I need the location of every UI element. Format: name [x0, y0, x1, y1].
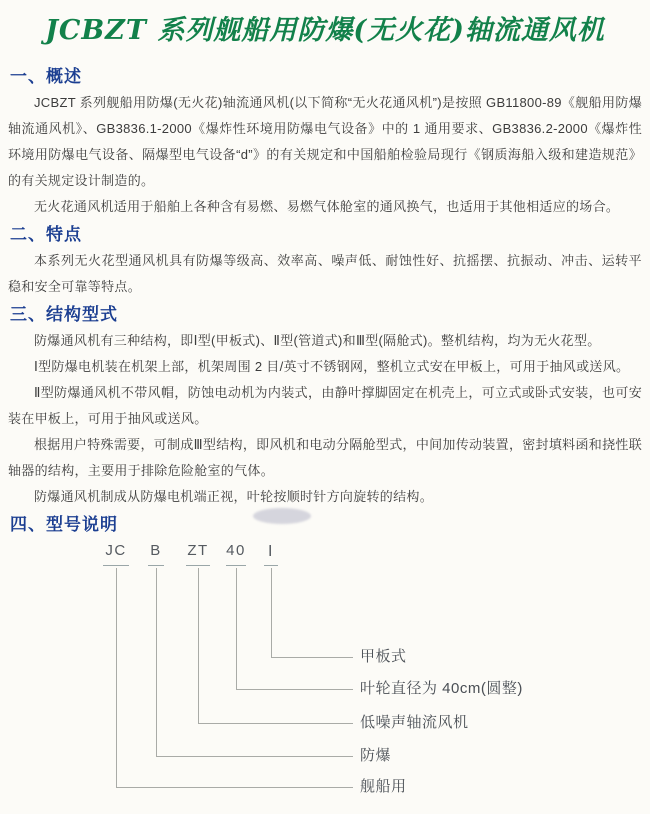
model-code-40: 40 [226, 542, 246, 559]
section-structure-types [8, 304, 642, 510]
structure-paragraph-4: 根据用户特殊需要，可制成Ⅲ型结构，即风机和电动分隔舱型式，中间加传动装置，密封填料函和挠性联轴器的结构，主要用于排除危险舱室的气体。 [8, 437, 642, 478]
connector-line-vertical [116, 568, 117, 787]
connector-line-vertical [156, 568, 157, 756]
model-number-diagram [8, 538, 642, 812]
features-paragraph-1: 本系列无火花型通风机具有防爆等级高、效率高、噪声低、耐蚀性好、抗摇摆、抗振动、冲击、运转平稳和安全可靠等特点。 [8, 253, 642, 294]
model-code-underline [103, 565, 129, 566]
scan-smudge-artifact [253, 508, 311, 524]
connector-line-horizontal [156, 756, 353, 757]
connector-line-vertical [271, 568, 272, 657]
model-code-i: Ⅰ [268, 543, 274, 560]
model-code-b: B [150, 542, 162, 559]
overview-paragraph-1: JCBZT 系列舰船用防爆(无火花)轴流通风机(以下简称“无火花通风机”)是按照 GB11800-89《舰船用防爆轴流通风机》、GB3836.1-2000《爆炸性环境用防爆电气设备》中的 1 通用要求、GB3836.2-2000《爆炸性环境用防爆电气设备、隔爆型电气设备“d”》的有关规定和中国船舶检验局现行《钢质海船入级和建造规范》的有关规定设计制造的。 [8, 95, 642, 188]
model-code-underline [226, 565, 246, 566]
section-heading-features: 二、特点 [10, 225, 82, 244]
section-features [8, 224, 642, 300]
connector-line-vertical [236, 568, 237, 689]
connector-line-horizontal [116, 787, 353, 788]
model-meaning-impeller-diam: 叶轮直径为 40cm(圆整) [360, 680, 523, 697]
connector-line-vertical [198, 568, 199, 723]
section-model-designation [8, 514, 642, 812]
section-overview [8, 66, 642, 220]
model-code-underline [264, 565, 278, 566]
structure-paragraph-1: 防爆通风机有三种结构，即Ⅰ型(甲板式)、Ⅱ型(管道式)和Ⅲ型(隔舱式)。整机结构，均为无火花型。 [34, 333, 601, 348]
section-heading-structure: 三、结构型式 [10, 305, 118, 324]
page-title: JCBZT 系列舰船用防爆(无火花)轴流通风机 [45, 15, 605, 46]
model-code-underline [148, 565, 164, 566]
connector-line-horizontal [236, 689, 353, 690]
model-code-underline [186, 565, 210, 566]
model-meaning-deck-type: 甲板式 [360, 648, 407, 665]
model-code-zt: ZT [187, 542, 209, 559]
connector-line-horizontal [271, 657, 353, 658]
model-meaning-low-noise-axial: 低噪声轴流风机 [360, 714, 469, 731]
connector-line-horizontal [198, 723, 353, 724]
structure-paragraph-5: 防爆通风机制成从防爆电机端正视，叶轮按顺时针方向旋转的结构。 [34, 489, 434, 504]
model-meaning-ship-use: 舰船用 [360, 778, 407, 795]
overview-paragraph-2: 无火花通风机适用于船舶上各种含有易燃、易燃气体舱室的通风换气，也适用于其他相适应的场合。 [34, 199, 620, 214]
structure-paragraph-2: Ⅰ型防爆电机装在机架上部，机架周围 2 目/英寸不锈钢网，整机立式安在甲板上，可用于抽风或送风。 [34, 359, 630, 374]
model-code-jc: JC [105, 542, 127, 559]
section-heading-model: 四、型号说明 [10, 515, 118, 534]
model-meaning-explosion-proof: 防爆 [360, 747, 392, 764]
structure-paragraph-3: Ⅱ型防爆通风机不带风帽，防蚀电动机为内装式，由静叶撑脚固定在机壳上，可立式或卧式安装，也可安装在甲板上，可用于抽风或送风。 [8, 385, 642, 426]
section-heading-overview: 一、概述 [10, 67, 82, 86]
